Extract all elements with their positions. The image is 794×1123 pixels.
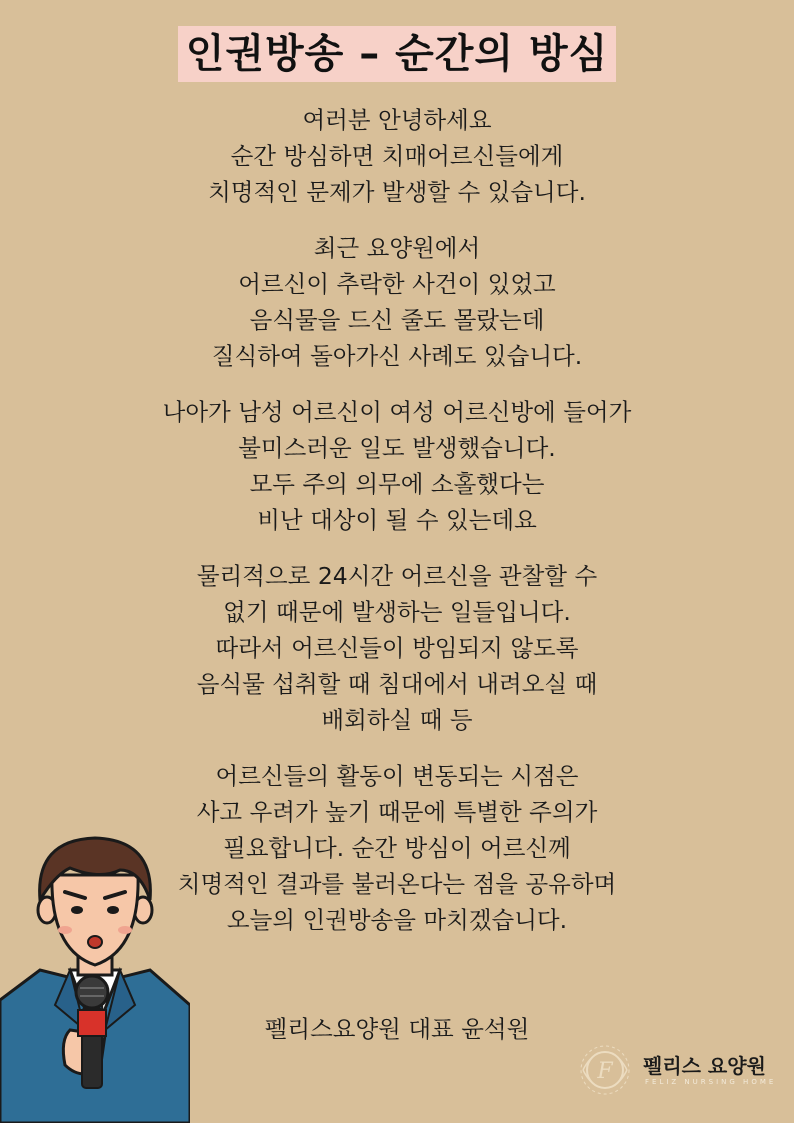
paragraph-line: 어르신들의 활동이 변동되는 시점은 [215, 762, 579, 790]
signature: 펠리스요양원 대표 윤석원 [264, 1015, 530, 1043]
paragraph-4 [0, 558, 794, 738]
page-title: 인권방송 – 순간의 방심 [178, 26, 617, 82]
feliz-logo [575, 1040, 790, 1100]
paragraph-line: 나아가 남성 어르신이 여성 어르신방에 들어가 [162, 398, 632, 426]
paragraph-line: 불미스러운 일도 발생했습니다. [238, 434, 556, 462]
paragraph-line: 비난 대상이 될 수 있는데요 [257, 506, 537, 534]
paragraph-line: 여러분 안녕하세요 [302, 106, 492, 134]
paragraph-line: 질식하여 돌아가신 사례도 있습니다. [211, 342, 583, 370]
paragraph-line: 물리적으로 24시간 어르신을 관찰할 수 [196, 562, 598, 590]
paragraph-line: 치명적인 결과를 불러온다는 점을 공유하며 [177, 870, 617, 898]
paragraph-line: 사고 우려가 높기 때문에 특별한 주의가 [196, 798, 598, 826]
title-wrapper [0, 26, 794, 82]
paragraph-line: 어르신이 추락한 사건이 있었고 [238, 270, 556, 298]
paragraph-line: 음식물 섭취할 때 침대에서 내려오실 때 [196, 670, 598, 698]
emblem-letter: F [597, 1059, 613, 1084]
paragraph-line: 필요합니다. 순간 방심이 어르신께 [223, 834, 571, 862]
paragraph-line: 순간 방심하면 치매어르신들에게 [230, 142, 564, 170]
paragraph-2 [0, 230, 794, 374]
paragraph-line: 최근 요양원에서 [313, 234, 481, 262]
reporter-with-microphone-illustration [0, 830, 190, 1123]
logo-name: 펠리스 요양원 [643, 1054, 766, 1078]
logo-subtitle: FELIZ NURSING HOME [645, 1078, 777, 1086]
paragraph-line: 배회하실 때 등 [321, 706, 473, 734]
paragraph-1 [0, 102, 794, 210]
paragraph-line: 오늘의 인권방송을 마치겠습니다. [226, 906, 568, 934]
feliz-emblem-icon [575, 1040, 635, 1100]
paragraph-line: 모두 주의 의무에 소홀했다는 [249, 470, 545, 498]
paragraph-line: 없기 때문에 발생하는 일들입니다. [223, 598, 571, 626]
paragraph-line: 따라서 어르신들이 방임되지 않도록 [215, 634, 579, 662]
paragraph-3 [0, 394, 794, 538]
paragraph-line: 음식물을 드신 줄도 몰랐는데 [249, 306, 545, 334]
paragraph-line: 치명적인 문제가 발생할 수 있습니다. [208, 178, 586, 206]
